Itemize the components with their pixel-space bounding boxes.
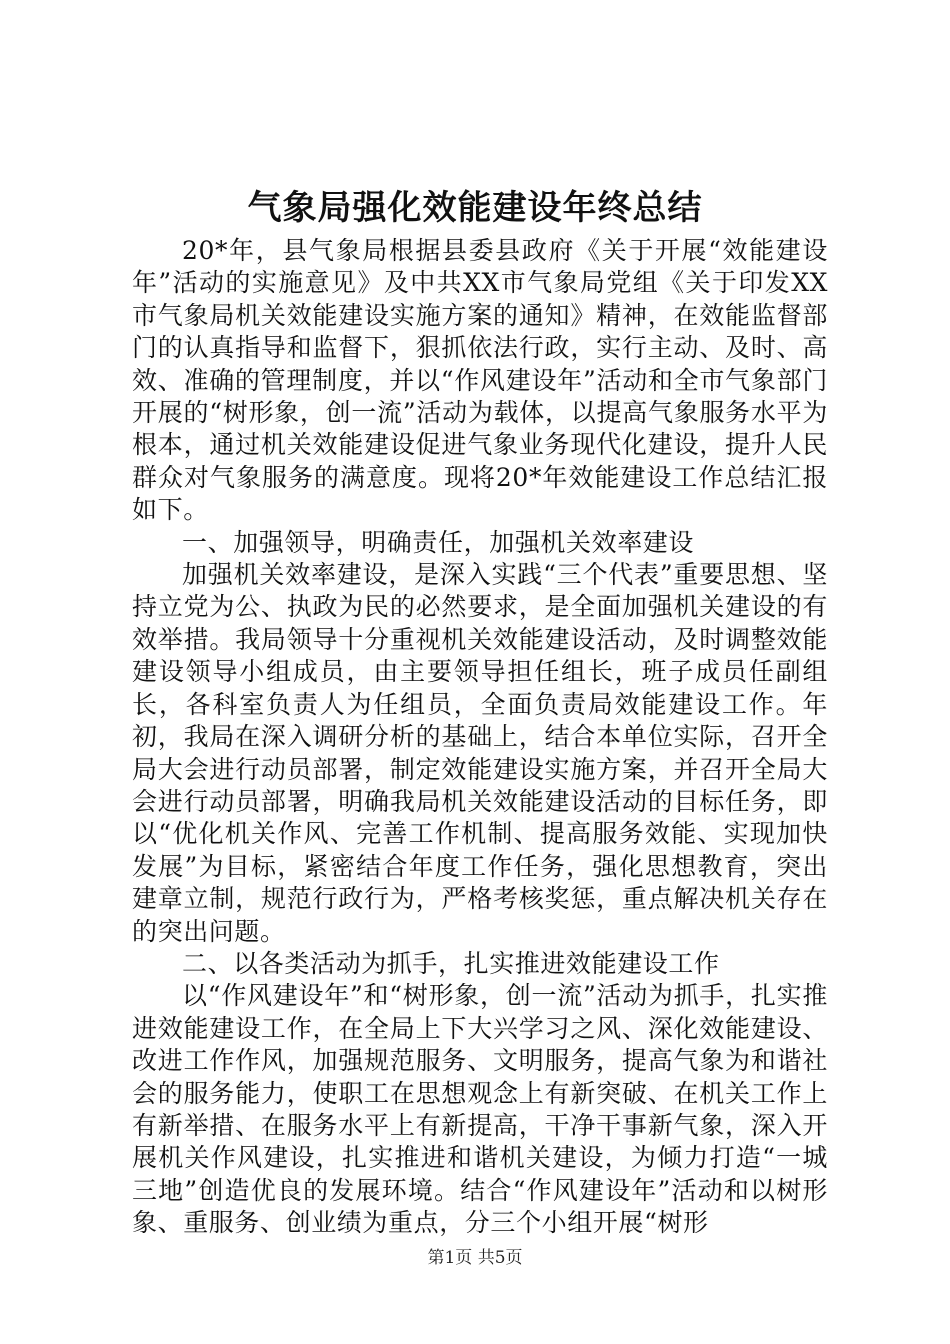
document-body xyxy=(132,235,828,1240)
section-heading-1: 一、加强领导，明确责任，加强机关效率建设 xyxy=(182,527,695,557)
page-footer: 第1页 共5页 xyxy=(427,1248,523,1268)
section-1-paragraph: 加强机关效率建设，是深入实践“三个代表”重要思想、坚持立党为公、执政为民的必然要求，是全面加强机关建设的有效举措。我局领导十分重视机关效能建设活动，及时调整效能建设领导小组成员，由主要领导担任组长，班子成员任副组长，各科室负责人为任组员，全面负责局效能建设工作。年初，我局在深入调研分析的基础上，结合本单位实际，召开全局大会进行动员部署，制定效能建设实施方案，并召开全局大会进行动员部署，明确我局机关效能建设活动的目标任务，即以“优化机关作风、完善工作机制、提高服务效能、实现加快发展”为目标，紧密结合年度工作任务，强化思想教育，突出建章立制，规范行政行为，严格考核奖惩，重点解决机关存在的突出问题。 xyxy=(132,560,828,946)
section-heading-2: 二、以各类活动为抓手，扎实推进效能建设工作 xyxy=(182,948,720,978)
intro-paragraph: 20*年，县气象局根据县委县政府《关于开展“效能建设年”活动的实施意见》及中共XX市气象局党组《关于印发XX市气象局机关效能建设实施方案的通知》精神，在效能监督部门的认真指导和监督下，狠抓依法行政，实行主动、及时、高效、准确的管理制度，并以“作风建设年”活动和全市气象部门开展的“树形象，创一流”活动为载体，以提高气象服务水平为根本，通过机关效能建设促进气象业务现代化建设，提升人民群众对气象服务的满意度。现将20*年效能建设工作总结汇报如下。 xyxy=(132,236,828,525)
section-2-paragraph: 以“作风建设年”和“树形象，创一流”活动为抓手，扎实推进效能建设工作，在全局上下大兴学习之风、深化效能建设、改进工作作风，加强规范服务、文明服务，提高气象为和谐社会的服务能力，使职工在思想观念上有新突破、在机关工作上有新举措、在服务水平上有新提高，干净干事新气象，深入开展机关作风建设，扎实推进和谐机关建设，为倾力打造“一城三地”创造优良的发展环境。结合“作风建设年”活动和以树形象、重服务、创业绩为重点，分三个小组开展“树形 xyxy=(132,981,828,1238)
document-title: 气象局强化效能建设年终总结 xyxy=(247,188,703,228)
